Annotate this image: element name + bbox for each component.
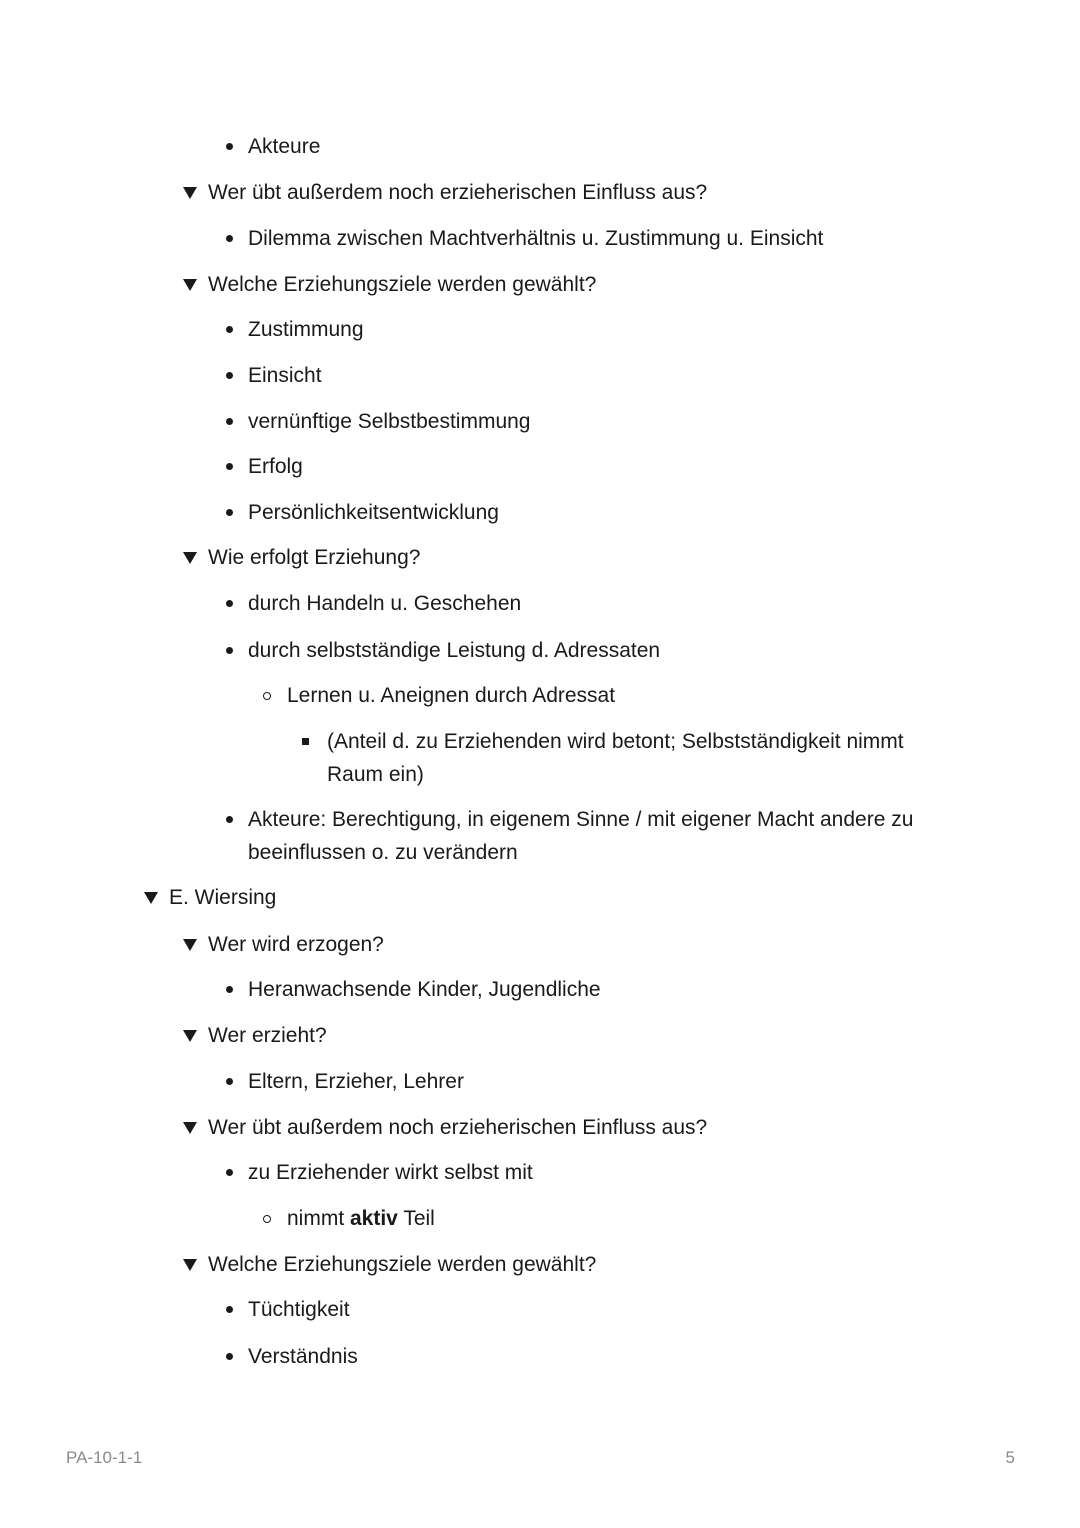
item-text: Akteure	[248, 135, 321, 158]
toggle-item[interactable]	[208, 1111, 707, 1144]
item-text: Verständnis	[248, 1345, 358, 1368]
list-item	[248, 313, 364, 346]
item-text: Akteure: Berechtigung, in eigenem Sinne / mit eigener Macht andere zu beeinflussen o. zu verändern	[248, 808, 914, 864]
footer-document-id: PA-10-1-1	[66, 1448, 143, 1467]
triangle-down-icon[interactable]	[180, 928, 200, 961]
list-item	[287, 1202, 435, 1235]
list-item	[248, 130, 320, 163]
item-text: Heranwachsende Kinder, Jugendliche	[248, 978, 601, 1001]
list-item	[248, 496, 499, 529]
list-item	[248, 222, 823, 255]
item-text: vernünftige Selbstbestimmung	[248, 410, 531, 433]
toggle-item[interactable]	[208, 1248, 596, 1281]
item-text: Tüchtigkeit	[248, 1298, 350, 1321]
toggle-item[interactable]	[208, 1019, 327, 1052]
item-text: nimmt	[287, 1207, 350, 1230]
bullet-icon	[219, 130, 239, 163]
item-text: Welche Erziehungsziele werden gewählt?	[208, 1253, 597, 1276]
list-item	[248, 1293, 350, 1326]
list-item	[248, 973, 601, 1006]
circle-bullet-icon	[257, 1202, 277, 1235]
triangle-down-icon[interactable]	[180, 268, 200, 301]
toggle-item[interactable]	[208, 176, 707, 209]
item-text: Dilemma zwischen Machtverhältnis u. Zustimmung u. Einsicht	[248, 227, 824, 250]
bullet-icon	[219, 222, 239, 255]
footer-page-number: 5	[1005, 1448, 1015, 1467]
item-text: Wer übt außerdem noch erzieherischen Einfluss aus?	[208, 1116, 708, 1139]
item-text: zu Erziehender wirkt selbst mit	[248, 1161, 533, 1184]
item-text: Einsicht	[248, 364, 322, 387]
bullet-icon	[219, 634, 239, 667]
item-text: Teil	[397, 1207, 435, 1230]
triangle-down-icon[interactable]	[180, 1019, 200, 1052]
bullet-icon	[219, 313, 239, 346]
bullet-icon	[219, 450, 239, 483]
item-text: Wie erfolgt Erziehung?	[208, 546, 421, 569]
item-text: Welche Erziehungsziele werden gewählt?	[208, 273, 597, 296]
list-item	[248, 359, 322, 392]
item-text: Zustimmung	[248, 318, 364, 341]
item-text: Eltern, Erzieher, Lehrer	[248, 1070, 464, 1093]
triangle-down-icon[interactable]	[141, 881, 161, 914]
triangle-down-icon[interactable]	[180, 1111, 200, 1144]
list-item	[327, 725, 937, 791]
item-text: Persönlichkeitsentwicklung	[248, 501, 499, 524]
item-text: durch selbstständige Leistung d. Adressaten	[248, 639, 661, 662]
list-item	[248, 450, 303, 483]
item-text: Wer erzieht?	[208, 1024, 327, 1047]
list-item	[248, 587, 521, 620]
circle-bullet-icon	[257, 679, 277, 712]
square-bullet-icon	[295, 725, 315, 758]
triangle-down-icon[interactable]	[180, 1248, 200, 1281]
item-text: durch Handeln u. Geschehen	[248, 592, 522, 615]
bullet-icon	[219, 803, 239, 836]
toggle-item[interactable]	[208, 928, 384, 961]
list-item	[248, 634, 660, 667]
list-item	[248, 1340, 358, 1373]
bullet-icon	[219, 496, 239, 529]
bullet-icon	[219, 1065, 239, 1098]
bullet-icon	[219, 1156, 239, 1189]
item-text: Erfolg	[248, 455, 303, 478]
item-text: E. Wiersing	[169, 886, 277, 909]
toggle-item[interactable]	[208, 268, 596, 301]
bullet-icon	[219, 973, 239, 1006]
item-text: (Anteil d. zu Erziehenden wird betont; Selbstständigkeit nimmt Raum ein)	[327, 730, 904, 786]
item-text: Lernen u. Aneignen durch Adressat	[287, 684, 616, 707]
bold-text: aktiv	[350, 1207, 398, 1230]
bullet-icon	[219, 359, 239, 392]
list-item	[248, 1065, 464, 1098]
list-item	[248, 405, 531, 438]
bullet-icon	[219, 1293, 239, 1326]
bullet-icon	[219, 1340, 239, 1373]
list-item	[248, 803, 948, 869]
list-item	[248, 1156, 533, 1189]
toggle-item[interactable]	[208, 541, 420, 574]
triangle-down-icon[interactable]	[180, 176, 200, 209]
item-text: Wer wird erzogen?	[208, 933, 384, 956]
list-item	[287, 679, 615, 712]
bullet-icon	[219, 405, 239, 438]
item-text: Wer übt außerdem noch erzieherischen Einfluss aus?	[208, 181, 708, 204]
toggle-item[interactable]	[169, 881, 276, 914]
bullet-icon	[219, 587, 239, 620]
triangle-down-icon[interactable]	[180, 541, 200, 574]
